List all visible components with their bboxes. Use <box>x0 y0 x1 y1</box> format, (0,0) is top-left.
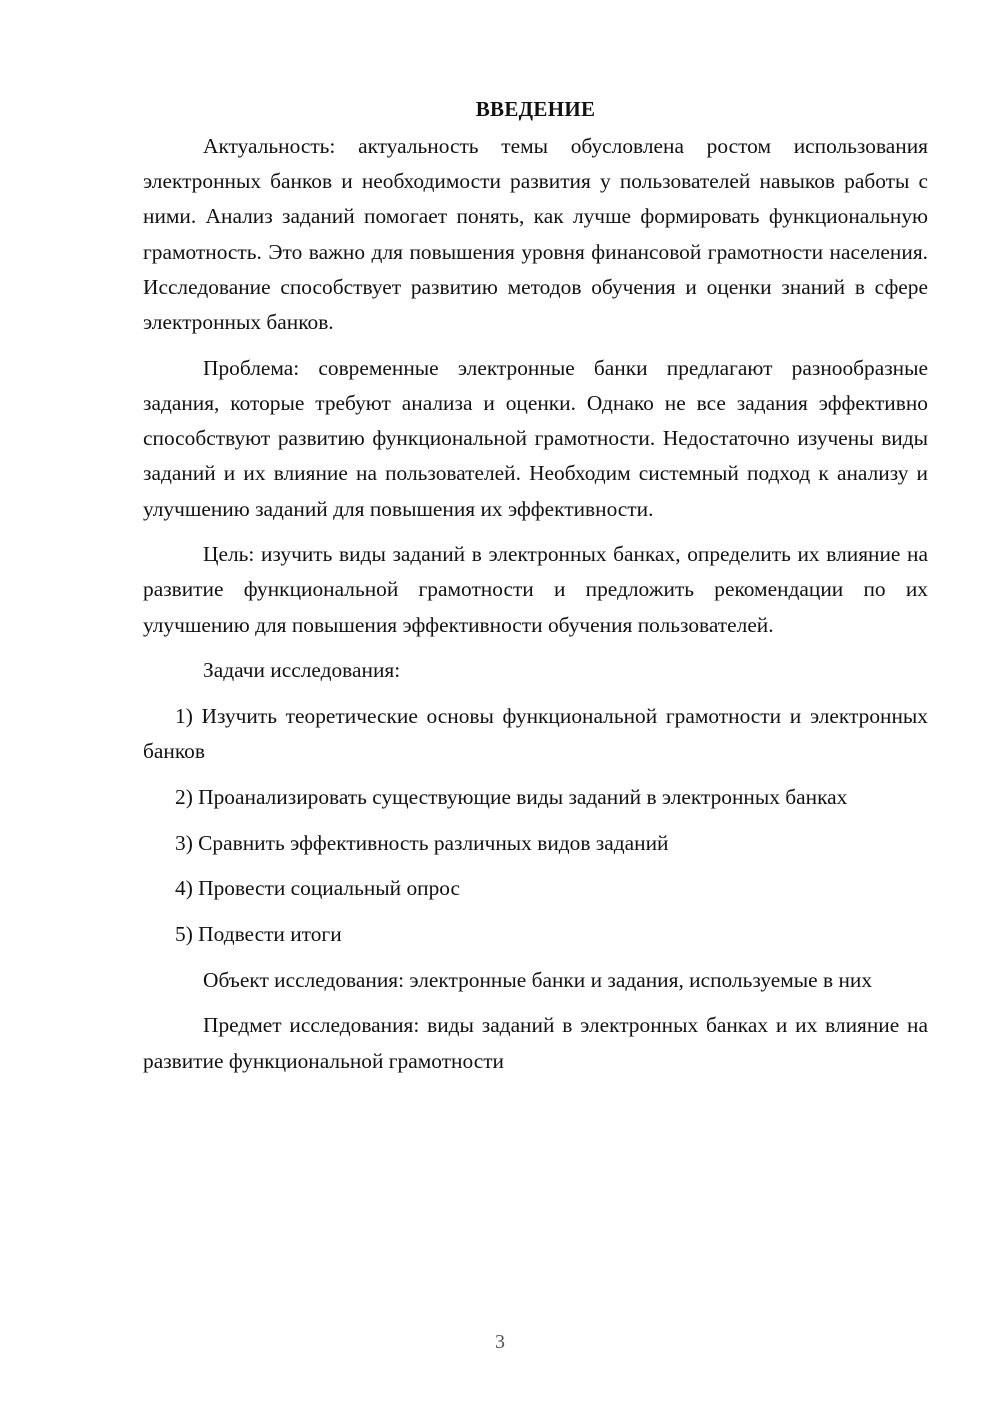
problem-paragraph: Проблема: современные электронные банки предлагают разнообразные задания, которые требуют анализа и оценки. Однако не все задания эффективно способствуют развитию функциональной грамотности. Недостаточно изучены виды заданий и их влияние на пользователей. Необходим системный подход к анализу и улучшению заданий для повышения их эффективности. <box>143 355 928 521</box>
tasks-heading: Задачи исследования: <box>203 658 401 683</box>
task-item-4: 4) Провести социальный опрос <box>175 876 461 901</box>
relevance-paragraph: Актуальность: актуальность темы обусловлена ростом использования электронных банков и необходимости развития у пользователей навыков работы с ними. Анализ заданий помогает понять, как лучше формировать функциональную грамотность. Это важно для повышения уровня финансовой грамотности населения. Исследование способствует развитию методов обучения и оценки знаний в сфере электронных банков. <box>143 134 928 335</box>
task-item-5: 5) Подвести итоги <box>175 922 342 947</box>
task-item-1: 1) Изучить теоретические основы функциональной грамотности и электронных банков <box>143 704 928 764</box>
section-title: ВВЕДЕНИЕ <box>475 97 596 121</box>
task-item-2: 2) Проанализировать существующие виды заданий в электронных банках <box>175 784 848 809</box>
document-page <box>143 92 928 1089</box>
subject-paragraph: Предмет исследования: виды заданий в электронных банках и их влияние на развитие функциональной грамотности <box>143 1013 928 1073</box>
page-number: 3 <box>495 1331 505 1353</box>
task-item-3: 3) Сравнить эффективность различных видов заданий <box>175 830 669 855</box>
goal-paragraph: Цель: изучить виды заданий в электронных банках, определить их влияние на развитие функциональной грамотности и предложить рекомендации по их улучшению для повышения эффективности обучения пользователей. <box>143 542 928 637</box>
object-paragraph: Объект исследования: электронные банки и задания, используемые в них <box>203 967 873 992</box>
